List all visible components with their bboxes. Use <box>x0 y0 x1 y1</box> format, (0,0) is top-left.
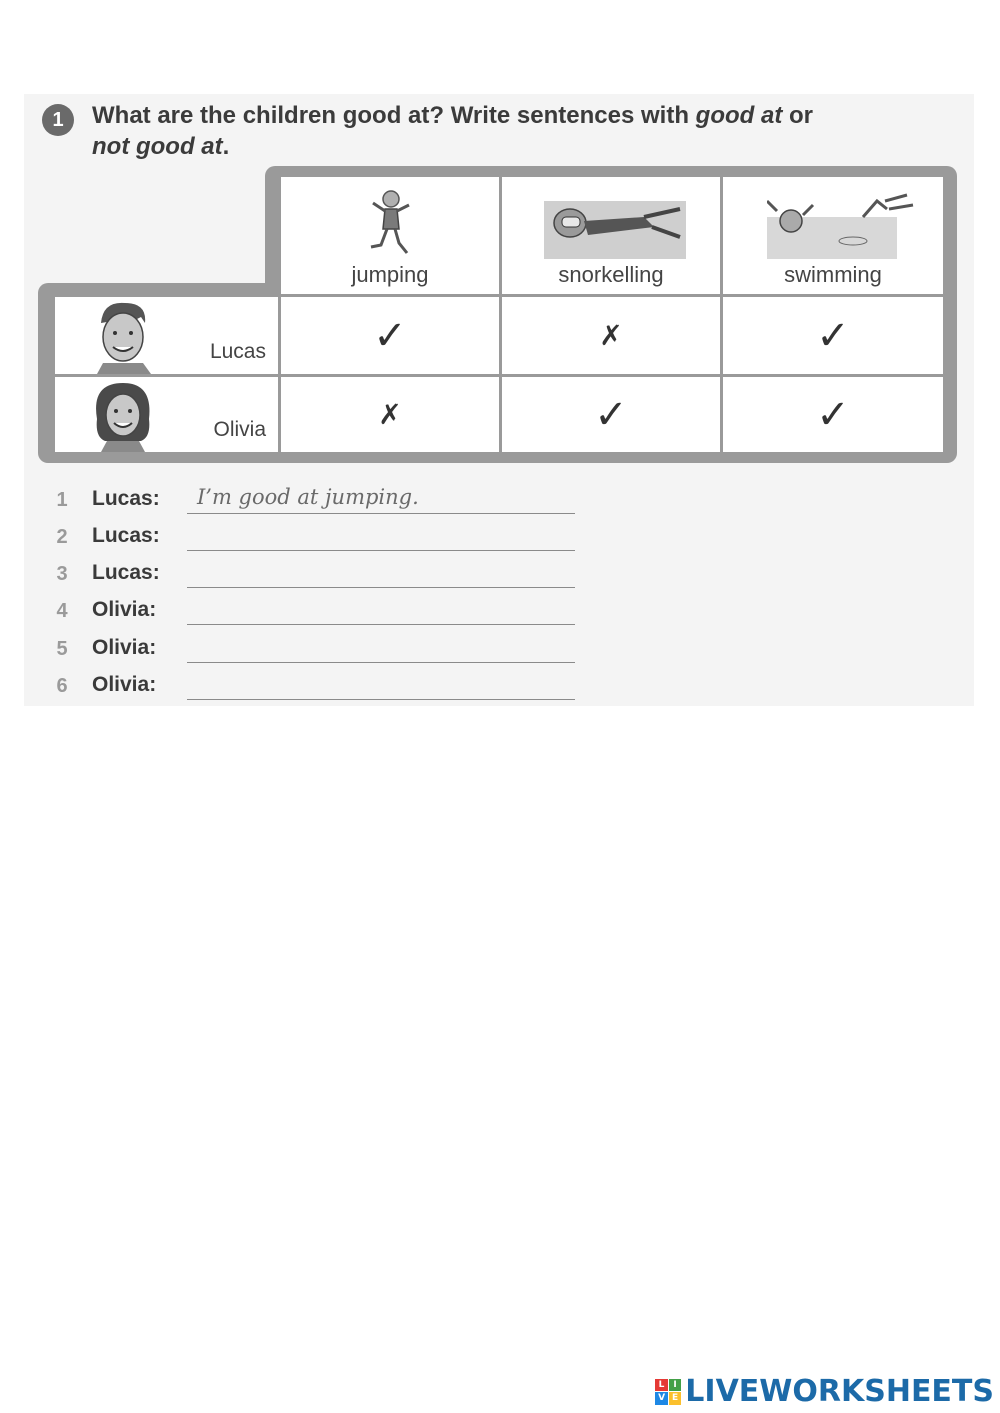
example-answer: I’m good at jumping. <box>197 485 419 509</box>
lucas-avatar <box>93 299 155 374</box>
exercise-number-badge: 1 <box>42 104 74 136</box>
answer-line[interactable] <box>187 550 575 551</box>
sentence-speaker: Olivia: <box>92 598 157 621</box>
sentence-speaker: Olivia: <box>92 673 157 696</box>
row-name-label: Lucas <box>209 340 266 363</box>
liveworksheets-brand[interactable] <box>655 1374 994 1409</box>
tick-mark: ✓ <box>816 391 850 438</box>
tick-mark: ✓ <box>373 312 407 359</box>
jumping-girl-illustration <box>361 185 421 265</box>
column-label: jumping <box>351 262 429 287</box>
row-name-label: Olivia <box>213 418 266 441</box>
column-header-snorkelling <box>502 177 720 294</box>
sentence-row <box>52 561 592 591</box>
sentence-number: 6 <box>56 675 68 697</box>
sentence-row <box>52 487 592 517</box>
column-label: snorkelling <box>558 262 664 287</box>
cell-olivia-jumping <box>281 377 499 452</box>
answer-line[interactable] <box>187 587 575 588</box>
sentence-row <box>52 598 592 628</box>
sentence-number: 5 <box>56 638 68 660</box>
tick-mark: ✓ <box>594 391 628 438</box>
sentence-row <box>52 673 592 703</box>
column-header-jumping <box>281 177 499 294</box>
cell-olivia-snorkelling <box>502 377 720 452</box>
sentence-row <box>52 524 592 554</box>
cell-olivia-swimming <box>723 377 943 452</box>
brand-text: LIVEWORKSHEETS <box>685 1374 994 1409</box>
sentence-speaker: Olivia: <box>92 636 157 659</box>
olivia-avatar <box>91 379 155 452</box>
cell-lucas-snorkelling <box>502 297 720 374</box>
tick-mark: ✓ <box>816 312 850 359</box>
column-label: swimming <box>784 262 882 287</box>
answer-line[interactable] <box>187 662 575 663</box>
sentence-speaker: Lucas: <box>92 487 160 510</box>
swimming-boy-illustration <box>767 191 915 259</box>
sentence-speaker: Lucas: <box>92 524 160 547</box>
column-header-swimming <box>723 177 943 294</box>
cross-mark: ✗ <box>378 397 402 431</box>
row-header-olivia <box>55 377 278 452</box>
snorkelling-boy-illustration <box>544 187 686 259</box>
sentence-row <box>52 636 592 666</box>
cell-lucas-jumping <box>281 297 499 374</box>
exercise-instruction: What are the children good at? Write sentences with good at or not good at. <box>92 102 813 160</box>
sentence-speaker: Lucas: <box>92 561 160 584</box>
sentence-number: 4 <box>56 600 68 622</box>
cross-mark: ✗ <box>599 318 623 352</box>
cell-lucas-swimming <box>723 297 943 374</box>
row-header-lucas <box>55 297 278 374</box>
liveworksheets-logo-icon: L I V E <box>655 1379 681 1405</box>
sentence-number: 3 <box>56 563 68 585</box>
answer-line <box>187 513 575 514</box>
sentence-number: 1 <box>56 489 68 511</box>
answer-line[interactable] <box>187 699 575 700</box>
answer-line[interactable] <box>187 624 575 625</box>
sentence-number: 2 <box>56 526 68 548</box>
